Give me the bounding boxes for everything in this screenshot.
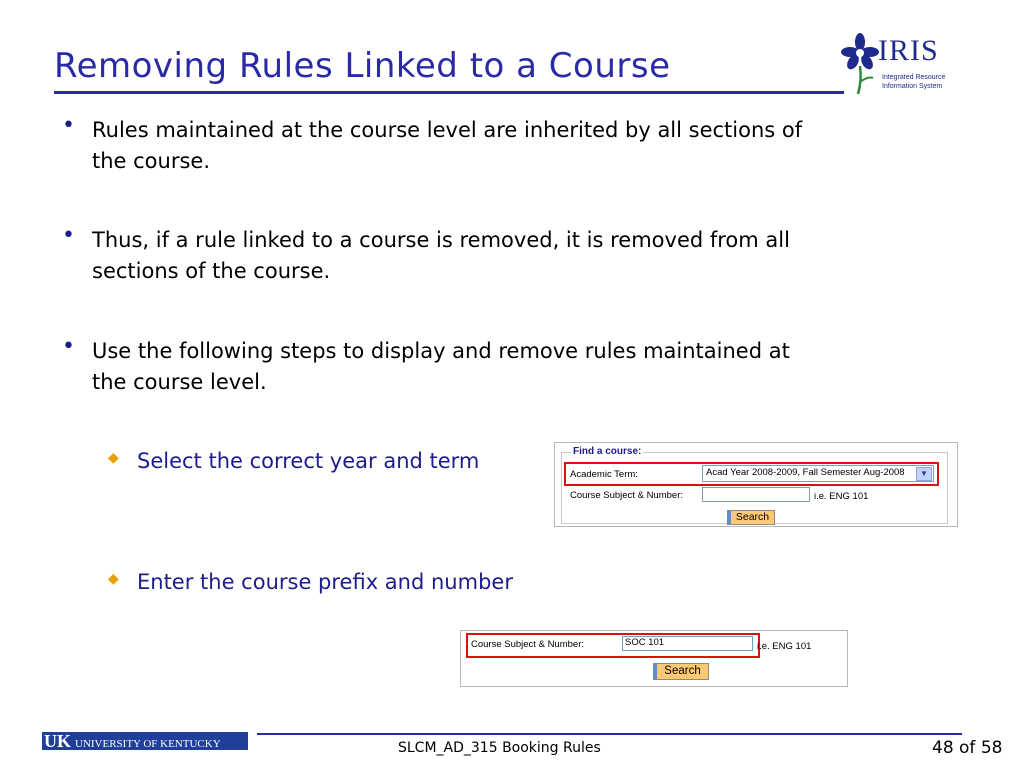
logo-name: IRIS [878,34,939,67]
course-subject-input[interactable] [702,487,810,502]
title-underline [54,91,844,94]
footer-title: SLCM_AD_315 Booking Rules [398,740,601,756]
search-button[interactable]: Search [653,663,709,680]
slide-title: Removing Rules Linked to a Course [54,46,671,86]
uk-initials: UK [44,731,71,751]
bullet-text-2 [92,225,942,287]
footer-rule [257,733,962,735]
bullet-2-line-1: Thus, if a rule linked to a course is removed, it is removed from all [92,228,790,252]
bullet-dot: • [62,334,75,359]
uk-logo [42,732,248,750]
find-course-legend: Find a course: [573,446,642,457]
course-subject-label: Course Subject & Number: [570,490,683,501]
bullet-dot: • [62,113,75,138]
bullet-text-3 [92,336,942,398]
bullet-1-line-1: Rules maintained at the course level are inherited by all sections of [92,118,803,142]
chevron-down-icon[interactable]: ▼ [916,467,932,481]
bullet-text-1 [92,115,942,177]
logo-subtitle-1: Integrated Resource [882,74,946,81]
sub-bullet-2: Enter the course prefix and number [137,570,513,594]
bullet-dot: • [62,223,75,248]
academic-term-label: Academic Term: [570,469,638,480]
iris-flower-icon [840,32,880,96]
diamond-bullet-icon: ◆ [108,571,119,587]
bullet-1-line-2: the course. [92,149,211,173]
bullet-2-line-2: sections of the course. [92,259,331,283]
course-subject-label: Course Subject & Number: [471,639,584,650]
course-subject-input[interactable]: SOC 101 [622,636,753,651]
logo-subtitle-2: Information System [882,83,943,90]
academic-term-select[interactable] [702,465,934,482]
bullet-3-line-2: the course level. [92,370,267,394]
course-hint: i.e. ENG 101 [757,641,812,652]
page-number: 48 of 58 [932,738,1003,758]
iris-logo [838,30,958,100]
find-course-screenshot [554,442,958,527]
search-button[interactable]: Search [727,510,775,525]
course-entry-screenshot [460,630,848,687]
sub-bullet-1: Select the correct year and term [137,449,480,473]
course-hint: i.e. ENG 101 [814,491,869,502]
academic-term-value: Acad Year 2008-2009, Fall Semester Aug-2008 [706,467,905,478]
bullet-3-line-1: Use the following steps to display and remove rules maintained at [92,339,790,363]
uk-name: UNIVERSITY OF KENTUCKY [75,738,221,750]
diamond-bullet-icon: ◆ [108,450,119,466]
